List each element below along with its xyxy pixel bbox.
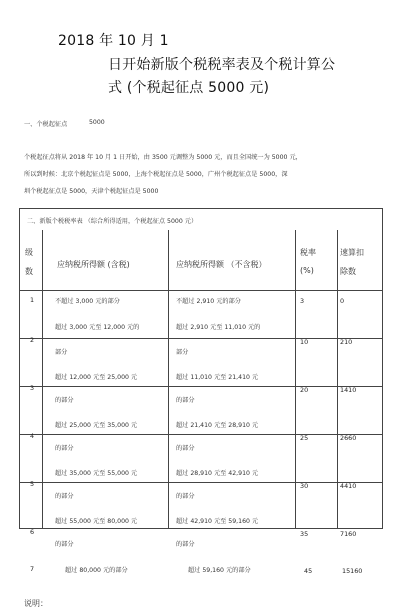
row-1-without-tax-line1: 不超过 2,910 元的部分 bbox=[176, 298, 241, 305]
row-4-level: 4 bbox=[30, 432, 35, 440]
row-5-deduction: 4410 bbox=[340, 482, 357, 490]
row-4-deduction: 2660 bbox=[340, 434, 357, 442]
section1-heading: 一、个税起征点 bbox=[24, 121, 68, 128]
row-5-with-tax-line1: 的部分 bbox=[55, 493, 74, 500]
row-5-without-tax-line1: 的部分 bbox=[176, 493, 195, 500]
row-1-with-tax-line2: 超过 3,000 元至 12,000 元的 bbox=[55, 324, 140, 331]
row-3-deduction: 1410 bbox=[340, 386, 357, 394]
row-1-without-tax-line2: 超过 2,910 元至 11,010 元的 bbox=[176, 324, 261, 331]
row-5-rate: 30 bbox=[300, 482, 309, 490]
row-3-without-tax-line1: 的部分 bbox=[176, 397, 195, 404]
row-7-with-tax-line1: 超过 80,000 元的部分 bbox=[65, 567, 128, 574]
row-6-level: 6 bbox=[30, 528, 35, 536]
table-row-divider bbox=[19, 528, 383, 529]
header-with-tax: 应纳税所得额 (含税) bbox=[57, 260, 130, 269]
table-col-divider bbox=[295, 230, 296, 528]
row-4-rate: 25 bbox=[300, 434, 309, 442]
header-without-tax: 应纳税所得额 （不含税） bbox=[176, 260, 267, 269]
row-1-level: 1 bbox=[30, 296, 35, 304]
footer-note: 说明： bbox=[24, 599, 48, 608]
table-col-divider bbox=[42, 230, 43, 528]
row-6-with-tax-line1: 的部分 bbox=[55, 541, 74, 548]
row-3-level: 3 bbox=[30, 384, 35, 392]
row-4-without-tax-line1: 的部分 bbox=[176, 445, 195, 452]
row-2-without-tax-line2: 超过 11,010 元至 21,410 元 bbox=[176, 374, 259, 381]
row-7-without-tax-line1: 超过 59,160 元的部分 bbox=[188, 567, 251, 574]
row-7-level: 7 bbox=[30, 565, 35, 573]
table-border-top bbox=[19, 208, 383, 209]
table-row-divider bbox=[19, 386, 383, 387]
row-1-deduction: 0 bbox=[340, 297, 345, 305]
table-col-divider bbox=[168, 230, 169, 528]
row-2-with-tax-line2: 超过 12,000 元至 25,000 元 bbox=[55, 374, 138, 381]
row-4-without-tax-line2: 超过 28,910 元至 42,910 元 bbox=[176, 470, 259, 477]
table-row-divider bbox=[19, 290, 383, 291]
row-7-deduction: 15160 bbox=[342, 567, 363, 575]
row-5-without-tax-line2: 超过 42,910 元至 59,160 元 bbox=[176, 518, 259, 525]
header-level-line2: 数 bbox=[25, 267, 33, 276]
table-row-divider bbox=[19, 482, 383, 483]
row-4-with-tax-line1: 的部分 bbox=[55, 445, 74, 452]
section2-heading: 二、新版个税税率表 （综合所得适用，个税起征点 5000 元） bbox=[27, 218, 198, 225]
row-2-level: 2 bbox=[30, 336, 35, 344]
row-1-with-tax-line1: 不超过 3,000 元的部分 bbox=[55, 298, 120, 305]
row-5-with-tax-line2: 超过 55,000 元至 80,000 元 bbox=[55, 518, 138, 525]
table-row-divider bbox=[19, 434, 383, 435]
row-5-level: 5 bbox=[30, 480, 35, 488]
row-6-without-tax-line1: 的部分 bbox=[176, 541, 195, 548]
row-6-deduction: 7160 bbox=[340, 530, 357, 538]
table-col-divider bbox=[337, 230, 338, 528]
row-3-without-tax-line2: 超过 21,410 元至 28,910 元 bbox=[176, 422, 259, 429]
row-2-rate: 10 bbox=[300, 338, 309, 346]
doc-title-line1: 2018 年 10 月 1 bbox=[58, 33, 169, 49]
row-2-with-tax-line1: 部分 bbox=[55, 349, 68, 356]
row-4-with-tax-line2: 超过 35,000 元至 55,000 元 bbox=[55, 470, 138, 477]
header-deduction-line1: 速算扣 bbox=[340, 248, 364, 257]
section1-paragraph-line1: 个税起征点将从 2018 年 10 月 1 日开始，由 3500 元调整为 5000 元，而且全国统一为 5000 元， bbox=[24, 154, 302, 161]
row-2-deduction: 210 bbox=[340, 338, 353, 346]
section1-paragraph-line2: 所以到时候：北京个税起征点是 5000，上海个税起征点是 5000，广州个税起征点是 5000，深 bbox=[24, 171, 288, 178]
header-deduction-line2: 除数 bbox=[340, 267, 356, 276]
row-2-without-tax-line1: 部分 bbox=[176, 349, 189, 356]
section1-heading-value: 5000 bbox=[89, 119, 105, 126]
row-7-rate: 45 bbox=[304, 567, 313, 575]
row-3-with-tax-line1: 的部分 bbox=[55, 397, 74, 404]
row-3-with-tax-line2: 超过 25,000 元至 35,000 元 bbox=[55, 422, 138, 429]
table-border-left bbox=[19, 208, 20, 528]
header-level-line1: 级 bbox=[25, 248, 33, 257]
header-rate-line2: (%) bbox=[300, 266, 314, 275]
table-border-right bbox=[382, 208, 383, 528]
row-6-rate: 35 bbox=[300, 530, 309, 538]
header-rate-line1: 税率 bbox=[300, 248, 316, 257]
doc-title-line3: 式 (个税起征点 5000 元) bbox=[108, 80, 270, 96]
row-3-rate: 20 bbox=[300, 386, 309, 394]
row-1-rate: 3 bbox=[300, 297, 305, 305]
doc-title-line2: 日开始新版个税税率表及个税计算公 bbox=[108, 57, 336, 73]
section1-paragraph-line3: 圳个税起征点是 5000，天津个税起征点是 5000 bbox=[24, 188, 159, 195]
table-row-divider bbox=[19, 338, 383, 339]
